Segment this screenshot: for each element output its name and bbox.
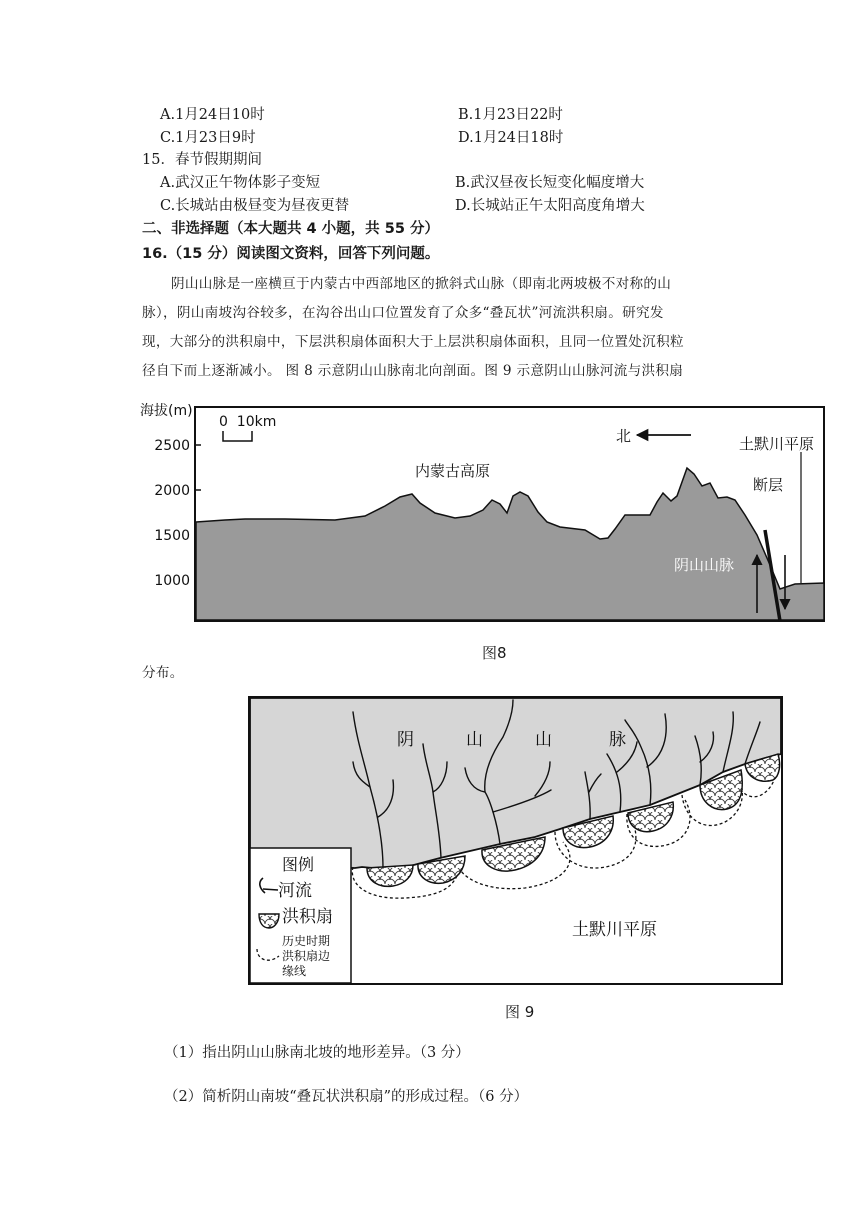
q15-option-a: A.武汉正午物体影子变短 [160,175,321,191]
q15-option-b: B.武汉昼夜长短变化幅度增大 [455,175,645,191]
legend [250,848,351,983]
legend-title: 图例 [282,855,315,874]
legend-edge-line-3: 缘线 [282,964,307,978]
mountain-label: 阴山山脉 [674,556,735,574]
legend-river-label: 河流 [278,881,312,901]
q15-stem: 15．春节假期期间 [142,152,262,168]
legend-edge-line-2: 洪积扇边 [282,949,331,963]
figure-8-cross-section [135,395,835,635]
fig8-plain-label: 土默川平原 [739,435,815,453]
ytick-1000: 1000 [154,573,190,589]
q14-option-c: C.1月23日9时 [160,130,256,146]
plateau-label: 内蒙古高原 [415,462,491,480]
scale-label: 0 10km [219,414,277,430]
mountain-char-1: 阴 [397,730,414,750]
fig9-caption: 图 9 [505,1003,535,1021]
legend-edge-line-1: 历史时期 [282,934,331,948]
ytick-2500: 2500 [154,438,190,454]
fig9-plain-label: 土默川平原 [572,920,657,940]
section2-title: 二、非选择题（本大题共 4 小题，共 55 分） [142,221,439,237]
fault-label: 断层 [753,476,784,494]
mountain-char-2: 山 [466,730,483,750]
ytick-1500: 1500 [154,528,190,544]
q16-para-line-2: 脉），阴山南坡沟谷较多，在沟谷出山口位置发育了众多“叠瓦状”河流洪积扇。研究发 [142,305,664,321]
q16-para-line-4: 径自下而上逐渐减小。 图 8 示意阴山山脉南北向剖面。图 9 示意阴山山脉河流与洪积扇 [142,363,684,379]
q14-option-a: A.1月24日10时 [160,107,265,123]
north-label: 北 [616,427,632,445]
q16-para-line-5: 分布。 [142,665,184,681]
q14-option-b: B.1月23日22时 [458,107,563,123]
legend-fan-label: 洪积扇 [282,907,333,927]
q14-option-d: D.1月24日18时 [458,130,564,146]
q16-para-line-1: 阴山山脉是一座横亘于内蒙古中西部地区的掀斜式山脉（即南北两坡极不对称的山 [171,276,672,292]
q16-title: 16.（15 分）阅读图文资料，回答下列问题。 [142,246,440,262]
q15-option-d: D.长城站正午太阳高度角增大 [455,198,645,214]
mountain-char-3: 山 [535,730,552,750]
q15-option-c: C.长城站由极昼变为昼夜更替 [160,198,350,214]
q16-subquestion-2: （2）简析阴山南坡“叠瓦状洪积扇”的形成过程。（6 分） [164,1089,529,1105]
ytick-2000: 2000 [154,483,190,499]
mountain-char-4: 脉 [609,730,626,750]
q16-para-line-3: 现，大部分的洪积扇中，下层洪积扇体面积大于上层洪积扇体面积，且同一位置处沉积粒 [142,334,684,350]
fig8-ylabel: 海拔(m) [140,403,193,419]
figure-9-fan-map [245,692,790,988]
q16-subquestion-1: （1）指出阴山山脉南北坡的地形差异。（3 分） [164,1045,470,1061]
fig8-caption: 图8 [482,644,507,662]
